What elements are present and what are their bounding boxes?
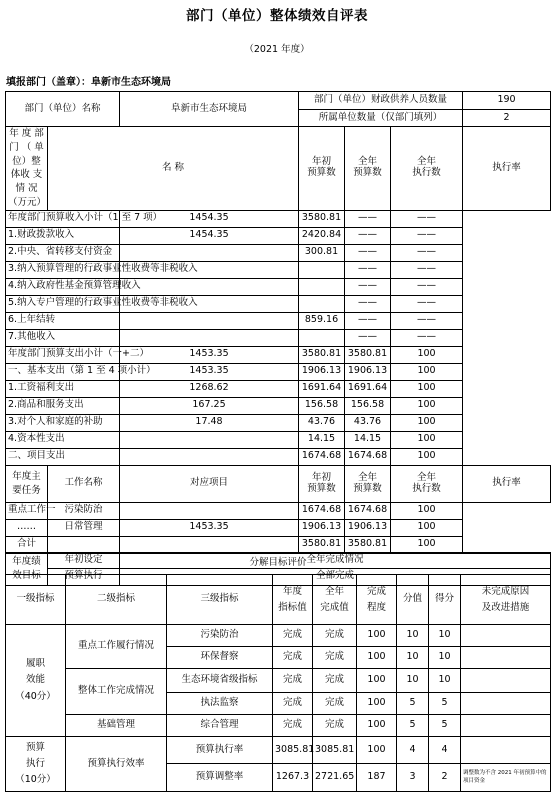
budget-initial: 167.25	[120, 397, 299, 414]
budget-exec: ——	[345, 295, 391, 312]
budget-initial	[120, 448, 299, 465]
budget-table	[5, 91, 551, 586]
group-budget-label: 预算 执行 （10分）	[6, 737, 66, 792]
budget-item-name: 4.资本性支出	[6, 431, 120, 448]
budget-item-name: 6.上年结转	[6, 312, 120, 329]
budget-rate: ——	[391, 295, 463, 312]
budget-rate: 100	[391, 448, 463, 465]
budget-annual: 859.16	[299, 312, 345, 329]
task-initial	[120, 536, 299, 553]
eval-done: 完成	[313, 693, 357, 715]
budget-annual	[299, 261, 345, 278]
budget-rate: 100	[391, 397, 463, 414]
eval-l3: 生态环境省级指标	[167, 669, 273, 693]
budget-exec: ——	[345, 227, 391, 244]
eval-reason: 调整数为不含 2021 年初预算中的项目资金	[461, 764, 551, 792]
eval-l3: 预算调整率	[167, 764, 273, 792]
task-rate: 100	[391, 519, 463, 536]
budget-initial: 1453.35	[120, 363, 299, 380]
goal-row-label: 预算执行	[48, 568, 120, 585]
budget-initial	[120, 278, 299, 295]
eval-done: 完成	[313, 647, 357, 669]
eval-weight: 5	[397, 715, 429, 737]
eval-weight: 10	[397, 647, 429, 669]
col-header-name: 名 称	[48, 127, 299, 211]
budget-initial: 1454.35	[120, 210, 299, 227]
budget-item-name: 1.财政拨款收入	[6, 227, 120, 244]
budget-annual: 1674.68	[299, 448, 345, 465]
budget-annual: 43.76	[299, 414, 345, 431]
budget-exec: 43.76	[345, 414, 391, 431]
filling-unit: 填报部门（盖章）：阜新市生态环境局	[6, 77, 171, 88]
budget-section-label: 年 度 部 门 （ 单 位）整体收 支 情 况 （万元）	[6, 127, 48, 211]
eval-score: 10	[429, 625, 461, 647]
budget-rate: ——	[391, 312, 463, 329]
budget-initial: 1268.62	[120, 380, 299, 397]
eval-weight: 10	[397, 625, 429, 647]
col-header-task: 工作名称	[48, 465, 120, 502]
col-header-degree: 完成 程度	[357, 575, 397, 625]
budget-rate: ——	[391, 261, 463, 278]
col-header-item: 对应项目	[120, 465, 299, 502]
col-header-weight: 分值	[397, 575, 429, 625]
evaluation-table	[5, 552, 551, 792]
task-row	[6, 519, 551, 536]
eval-degree: 100	[357, 715, 397, 737]
budget-exec: ——	[345, 312, 391, 329]
eval-target: 完成	[273, 647, 313, 669]
budget-annual: 156.58	[299, 397, 345, 414]
eval-reason	[461, 693, 551, 715]
budget-annual: 14.15	[299, 431, 345, 448]
sub-unit-count-label: 所属单位数量（仅部门填列）	[299, 110, 463, 127]
budget-exec: ——	[345, 329, 391, 346]
budget-item-name: 年度部门预算收入小计（1 至 7 项）	[6, 210, 120, 227]
task-name: 合计	[6, 536, 48, 553]
budget-row	[6, 295, 551, 312]
budget-item-name: 7.其他收入	[6, 329, 120, 346]
goal-row-value: 全部完成	[120, 568, 551, 585]
eval-reason	[461, 715, 551, 737]
eval-done: 完成	[313, 715, 357, 737]
eval-l3: 环保督察	[167, 647, 273, 669]
budget-exec: 3580.81	[345, 346, 391, 363]
group-performance-label: 履职 效能 （40分）	[6, 625, 66, 737]
budget-item-name: 2.中央、省转移支付资金	[6, 244, 120, 261]
col-header-annual: 全年 预算数	[345, 127, 391, 211]
eval-weight: 3	[397, 764, 429, 792]
budget-item-name: 5.纳入专户管理的行政事业性收费等非税收入	[6, 295, 120, 312]
budget-exec: 1691.64	[345, 380, 391, 397]
task-name: 重点工作一	[6, 502, 48, 519]
budget-initial	[120, 431, 299, 448]
eval-target: 1267.3	[273, 764, 313, 792]
eval-done: 2721.65	[313, 764, 357, 792]
eval-degree: 100	[357, 669, 397, 693]
eval-target: 完成	[273, 625, 313, 647]
col-header-l1: 一级指标	[6, 575, 66, 625]
eval-degree: 100	[357, 737, 397, 764]
budget-item-name: 1.工资福利支出	[6, 380, 120, 397]
eval-weight: 5	[397, 693, 429, 715]
eval-degree: 100	[357, 647, 397, 669]
budget-rate: ——	[391, 329, 463, 346]
eval-degree: 100	[357, 625, 397, 647]
sub-group-overall-work: 整体工作完成情况	[66, 669, 167, 715]
budget-exec: ——	[345, 244, 391, 261]
budget-rate: 100	[391, 346, 463, 363]
eval-score: 5	[429, 693, 461, 715]
task-rate: 100	[391, 536, 463, 553]
task-name: ……	[6, 519, 48, 536]
budget-exec: 1674.68	[345, 448, 391, 465]
eval-reason	[461, 669, 551, 693]
budget-row	[6, 261, 551, 278]
goal-row-value: 全年完成情况	[120, 553, 551, 568]
budget-row	[6, 448, 551, 465]
sub-group-key-work: 重点工作履行情况	[66, 625, 167, 669]
eval-score: 10	[429, 669, 461, 693]
budget-rate: ——	[391, 244, 463, 261]
budget-annual	[299, 295, 345, 312]
col-header-l3: 三级指标	[167, 575, 273, 625]
eval-target: 完成	[273, 693, 313, 715]
budget-rate: 100	[391, 363, 463, 380]
budget-initial	[120, 329, 299, 346]
col-header-rate: 执行率	[463, 127, 551, 211]
eval-done: 3085.81	[313, 737, 357, 764]
budget-rows	[6, 210, 551, 465]
budget-row	[6, 346, 551, 363]
sub-group-budget-efficiency: 预算执行效率	[66, 737, 167, 792]
col-header-score: 得分	[429, 575, 461, 625]
budget-row	[6, 312, 551, 329]
col-header-initial: 年初 预算数	[299, 127, 345, 211]
task-rows	[6, 502, 551, 553]
task-project: 日常管理	[48, 519, 120, 536]
budget-exec: 156.58	[345, 397, 391, 414]
tasks-section-label: 年度主要任务	[6, 465, 48, 502]
budget-item-name: 一、基本支出（第 1 至 4 项小计）	[6, 363, 120, 380]
budget-row	[6, 210, 551, 227]
budget-row	[6, 278, 551, 295]
budget-row	[6, 414, 551, 431]
eval-reason	[461, 737, 551, 764]
col-header-task-annual: 全年 预算数	[345, 465, 391, 502]
col-header-task-rate: 执行率	[463, 465, 551, 502]
sub-unit-count-value: 2	[463, 110, 551, 127]
budget-annual	[299, 329, 345, 346]
budget-initial: 17.48	[120, 414, 299, 431]
task-exec: 3580.81	[345, 536, 391, 553]
budget-rate: ——	[391, 227, 463, 244]
budget-rate: ——	[391, 278, 463, 295]
eval-l3: 综合管理	[167, 715, 273, 737]
eval-l3: 预算执行率	[167, 737, 273, 764]
col-header-l2: 二级指标	[66, 575, 167, 625]
task-row	[6, 536, 551, 553]
eval-target: 完成	[273, 715, 313, 737]
task-annual: 3580.81	[299, 536, 345, 553]
col-header-reason: 未完成原因 及改进措施	[461, 575, 551, 625]
budget-annual: 300.81	[299, 244, 345, 261]
task-rate: 100	[391, 502, 463, 519]
budget-annual	[299, 278, 345, 295]
budget-item-name: 3.对个人和家庭的补助	[6, 414, 120, 431]
evaluation-heading: 分解目标评价	[6, 553, 551, 575]
eval-l3: 污染防治	[167, 625, 273, 647]
report-year: （2021 年度）	[244, 44, 310, 55]
eval-score: 10	[429, 647, 461, 669]
budget-item-name: 3.纳入预算管理的行政事业性收费等非税收入	[6, 261, 120, 278]
goal-row-label: 年初设定	[48, 553, 120, 568]
budget-row	[6, 363, 551, 380]
budget-row	[6, 227, 551, 244]
eval-degree: 100	[357, 693, 397, 715]
eval-reason	[461, 647, 551, 669]
eval-weight: 4	[397, 737, 429, 764]
budget-initial: 1454.35	[120, 227, 299, 244]
sub-group-basic-mgmt: 基础管理	[66, 715, 167, 737]
task-annual: 1906.13	[299, 519, 345, 536]
budget-exec: ——	[345, 261, 391, 278]
task-exec: 1674.68	[345, 502, 391, 519]
budget-annual: 1691.64	[299, 380, 345, 397]
budget-row	[6, 329, 551, 346]
col-header-task-initial: 年初 预算数	[299, 465, 345, 502]
task-initial	[120, 502, 299, 519]
eval-done: 完成	[313, 669, 357, 693]
eval-done: 完成	[313, 625, 357, 647]
budget-rate: 100	[391, 431, 463, 448]
col-header-target: 年度 指标值	[273, 575, 313, 625]
staff-count-value: 190	[463, 92, 551, 110]
budget-row	[6, 244, 551, 261]
budget-rate: ——	[391, 210, 463, 227]
col-header-done: 全年 完成值	[313, 575, 357, 625]
budget-annual: 3580.81	[299, 210, 345, 227]
budget-item-name: 2.商品和服务支出	[6, 397, 120, 414]
eval-target: 3085.81	[273, 737, 313, 764]
budget-exec: 1906.13	[345, 363, 391, 380]
eval-score: 2	[429, 764, 461, 792]
task-exec: 1906.13	[345, 519, 391, 536]
budget-initial	[120, 244, 299, 261]
eval-l3: 执法监察	[167, 693, 273, 715]
eval-target: 完成	[273, 669, 313, 693]
task-row	[6, 502, 551, 519]
task-project	[48, 536, 120, 553]
budget-annual: 1906.13	[299, 363, 345, 380]
goal-section-label: 年度绩效目标	[6, 553, 48, 585]
budget-item-name: 二、项目支出	[6, 448, 120, 465]
budget-rate: 100	[391, 414, 463, 431]
eval-reason	[461, 625, 551, 647]
eval-degree: 187	[357, 764, 397, 792]
budget-row	[6, 431, 551, 448]
budget-rate: 100	[391, 380, 463, 397]
task-project: 污染防治	[48, 502, 120, 519]
eval-score: 5	[429, 715, 461, 737]
budget-annual: 3580.81	[299, 346, 345, 363]
budget-annual: 2420.84	[299, 227, 345, 244]
eval-score: 4	[429, 737, 461, 764]
staff-count-label: 部门（单位）财政供养人员数量	[299, 92, 463, 110]
task-annual: 1674.68	[299, 502, 345, 519]
dept-name-value: 阜新市生态环境局	[120, 92, 299, 127]
task-initial: 1453.35	[120, 519, 299, 536]
col-header-exec: 全年 执行数	[391, 127, 463, 211]
col-header-task-exec: 全年 执行数	[391, 465, 463, 502]
budget-item-name: 年度部门预算支出小计（一+二）	[6, 346, 120, 363]
eval-weight: 10	[397, 669, 429, 693]
budget-row	[6, 397, 551, 414]
budget-initial	[120, 312, 299, 329]
budget-exec: ——	[345, 210, 391, 227]
budget-row	[6, 380, 551, 397]
dept-name-label: 部门（单位）名称	[6, 92, 120, 127]
budget-initial: 1453.35	[120, 346, 299, 363]
budget-item-name: 4.纳入政府性基金预算管理收入	[6, 278, 120, 295]
budget-exec: 14.15	[345, 431, 391, 448]
budget-exec: ——	[345, 278, 391, 295]
page-title: 部门（单位）整体绩效自评表	[186, 8, 368, 24]
